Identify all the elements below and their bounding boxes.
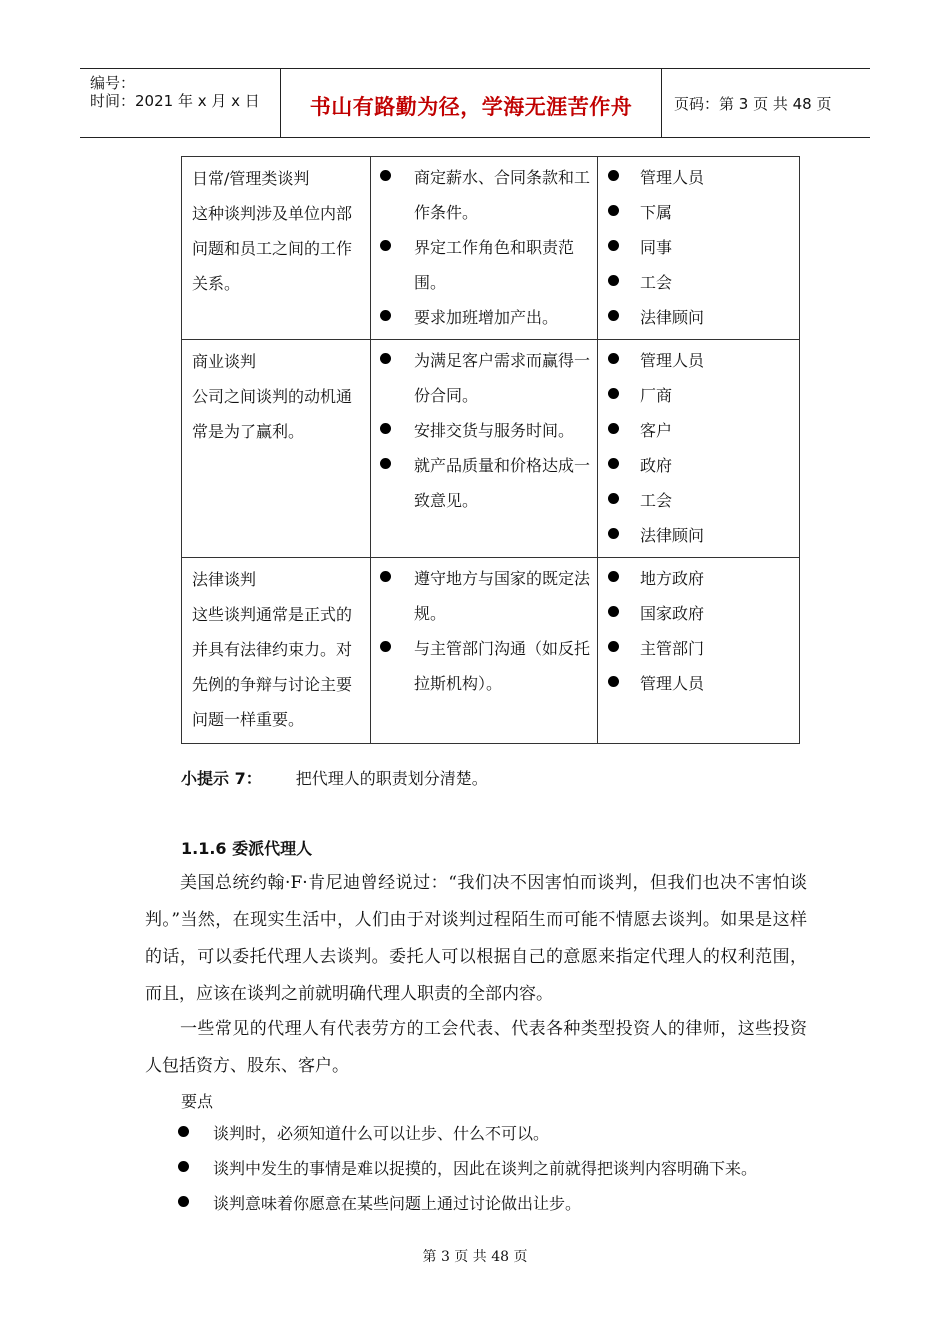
bullet-icon: [608, 310, 619, 321]
example-item-text: 商定薪水、合同条款和工作条件。: [414, 168, 591, 222]
section-title: 1.1.6 委派代理人: [181, 839, 313, 858]
example-item: [371, 413, 597, 448]
header-meta-cell: [80, 69, 281, 137]
negotiation-type-cell: [182, 157, 371, 340]
examples-cell: [371, 340, 598, 558]
bullet-icon: [608, 493, 619, 504]
document-number-label: 编号：: [90, 74, 136, 92]
tip-label: 小提示 7：: [181, 769, 262, 788]
parties-cell: [598, 558, 800, 744]
key-point-item: [178, 1151, 757, 1186]
party-item-text: 工会: [640, 273, 673, 292]
party-item-text: 厂商: [640, 386, 673, 405]
negotiation-type-description: 这种谈判涉及单位内部问题和员工之间的工作关系。: [192, 204, 353, 293]
bullet-icon: [380, 310, 391, 321]
negotiation-type-cell: [182, 558, 371, 744]
party-item: [598, 378, 799, 413]
party-item-text: 国家政府: [640, 604, 705, 623]
key-point-item: [178, 1116, 757, 1151]
party-item-text: 管理人员: [640, 674, 705, 693]
party-item: [598, 666, 799, 701]
negotiation-types-table: [181, 156, 800, 744]
example-item: [371, 631, 597, 701]
key-points-list: [178, 1116, 757, 1221]
party-item: [598, 160, 799, 195]
party-item-text: 法律顾问: [640, 526, 705, 545]
party-item-text: 工会: [640, 491, 673, 510]
page-footer: 第 3 页 共 48 页: [422, 1249, 528, 1265]
negotiation-type-title: 日常/管理类谈判: [192, 169, 310, 188]
negotiation-type-description: 公司之间谈判的动机通常是为了赢利。: [192, 387, 353, 441]
tip-line: [181, 766, 488, 789]
bullet-icon: [608, 458, 619, 469]
example-item: [371, 448, 597, 518]
party-item-text: 同事: [640, 238, 673, 257]
bullet-icon: [380, 641, 391, 652]
tip-text: 把代理人的职责划分清楚。: [295, 769, 488, 788]
example-item-text: 遵守地方与国家的既定法规。: [414, 569, 591, 623]
bullet-icon: [178, 1126, 189, 1137]
example-item: [371, 561, 597, 631]
document-header: [80, 68, 870, 138]
negotiation-type-cell: [182, 340, 371, 558]
example-item: [371, 230, 597, 300]
key-point-text: 谈判中发生的事情是难以捉摸的，因此在谈判之前就得把谈判内容明确下来。: [213, 1159, 758, 1178]
negotiation-type-title: 商业谈判: [192, 352, 257, 371]
party-item: [598, 413, 799, 448]
bullet-icon: [178, 1196, 189, 1207]
party-item: [598, 483, 799, 518]
parties-cell-list: [598, 340, 799, 557]
negotiation-type-title: 法律谈判: [192, 570, 257, 589]
table-row: [182, 157, 800, 340]
key-point-text: 谈判意味着你愿意在某些问题上通过讨论做出让步。: [213, 1194, 582, 1213]
bullet-icon: [608, 423, 619, 434]
example-item-text: 与主管部门沟通（如反托拉斯机构）。: [414, 639, 591, 693]
bullet-icon: [608, 170, 619, 181]
bullet-icon: [608, 571, 619, 582]
party-item: [598, 300, 799, 335]
table-row: [182, 340, 800, 558]
paragraph-1: 美国总统约翰·F·肯尼迪曾经说过：“我们决不因害怕而谈判，但我们也决不害怕谈判。”当然，在现实生活中，人们由于对谈判过程陌生而可能不情愿去谈判。如果是这样的话，可以委托代理人去谈判。委托人可以根据自己的意愿来指定代理人的权利范围，而且，应该在谈判之前就明确代理人职责的全部内容。: [145, 873, 807, 1004]
examples-cell: [371, 157, 598, 340]
paragraph-2: 一些常见的代理人有代表劳方的工会代表、代表各种类型投资人的律师，这些投资人包括资方、股东、客户。: [145, 1019, 807, 1076]
party-item: [598, 343, 799, 378]
example-item-text: 为满足客户需求而赢得一份合同。: [414, 351, 591, 405]
bullet-icon: [380, 423, 391, 434]
bullet-icon: [608, 606, 619, 617]
example-item-text: 要求加班增加产出。: [414, 308, 559, 327]
party-item-text: 管理人员: [640, 168, 705, 187]
party-item: [598, 195, 799, 230]
parties-cell: [598, 157, 800, 340]
bullet-icon: [608, 205, 619, 216]
bullet-icon: [608, 676, 619, 687]
parties-cell-list: [598, 558, 799, 705]
negotiation-type-description: 这些谈判通常是正式的并具有法律约束力。对先例的争辩与讨论主要问题一样重要。: [192, 605, 353, 729]
parties-cell-list: [598, 157, 799, 339]
party-item-text: 地方政府: [640, 569, 705, 588]
examples-cell: [371, 558, 598, 744]
examples-cell-list: [371, 558, 597, 705]
party-item: [598, 230, 799, 265]
party-item: [598, 518, 799, 553]
party-item-text: 客户: [640, 421, 673, 440]
party-item-text: 法律顾问: [640, 308, 705, 327]
bullet-icon: [608, 528, 619, 539]
example-item: [371, 343, 597, 413]
bullet-icon: [380, 353, 391, 364]
party-item-text: 政府: [640, 456, 673, 475]
bullet-icon: [380, 458, 391, 469]
example-item-text: 界定工作角色和职责范围。: [414, 238, 575, 292]
bullet-icon: [608, 275, 619, 286]
party-item: [598, 631, 799, 666]
example-item: [371, 160, 597, 230]
example-item: [371, 300, 597, 335]
key-point-text: 谈判时，必须知道什么可以让步、什么不可以。: [213, 1124, 550, 1143]
header-slogan-cell: [281, 69, 662, 137]
parties-cell: [598, 340, 800, 558]
table-row: [182, 558, 800, 744]
bullet-icon: [380, 240, 391, 251]
example-item-text: 就产品质量和价格达成一致意见。: [414, 456, 591, 510]
party-item-text: 主管部门: [640, 639, 705, 658]
examples-cell-list: [371, 340, 597, 522]
bullet-icon: [608, 641, 619, 652]
party-item: [598, 265, 799, 300]
bullet-icon: [380, 170, 391, 181]
key-points-label: 要点: [181, 1092, 214, 1111]
bullet-icon: [178, 1161, 189, 1172]
bullet-icon: [608, 353, 619, 364]
party-item-text: 管理人员: [640, 351, 705, 370]
examples-cell-list: [371, 157, 597, 339]
bullet-icon: [608, 388, 619, 399]
party-item: [598, 561, 799, 596]
party-item: [598, 596, 799, 631]
example-item-text: 安排交货与服务时间。: [414, 421, 575, 440]
party-item-text: 下属: [640, 203, 673, 222]
header-slogan: 书山有路勤为径，学海无涯苦作舟: [309, 95, 633, 119]
bullet-icon: [380, 571, 391, 582]
party-item: [598, 448, 799, 483]
document-date: 时间：2021 年 x 月 x 日: [90, 92, 260, 110]
header-page-info: 页码：第 3 页 共 48 页: [674, 95, 832, 113]
bullet-icon: [608, 240, 619, 251]
key-point-item: [178, 1186, 757, 1221]
